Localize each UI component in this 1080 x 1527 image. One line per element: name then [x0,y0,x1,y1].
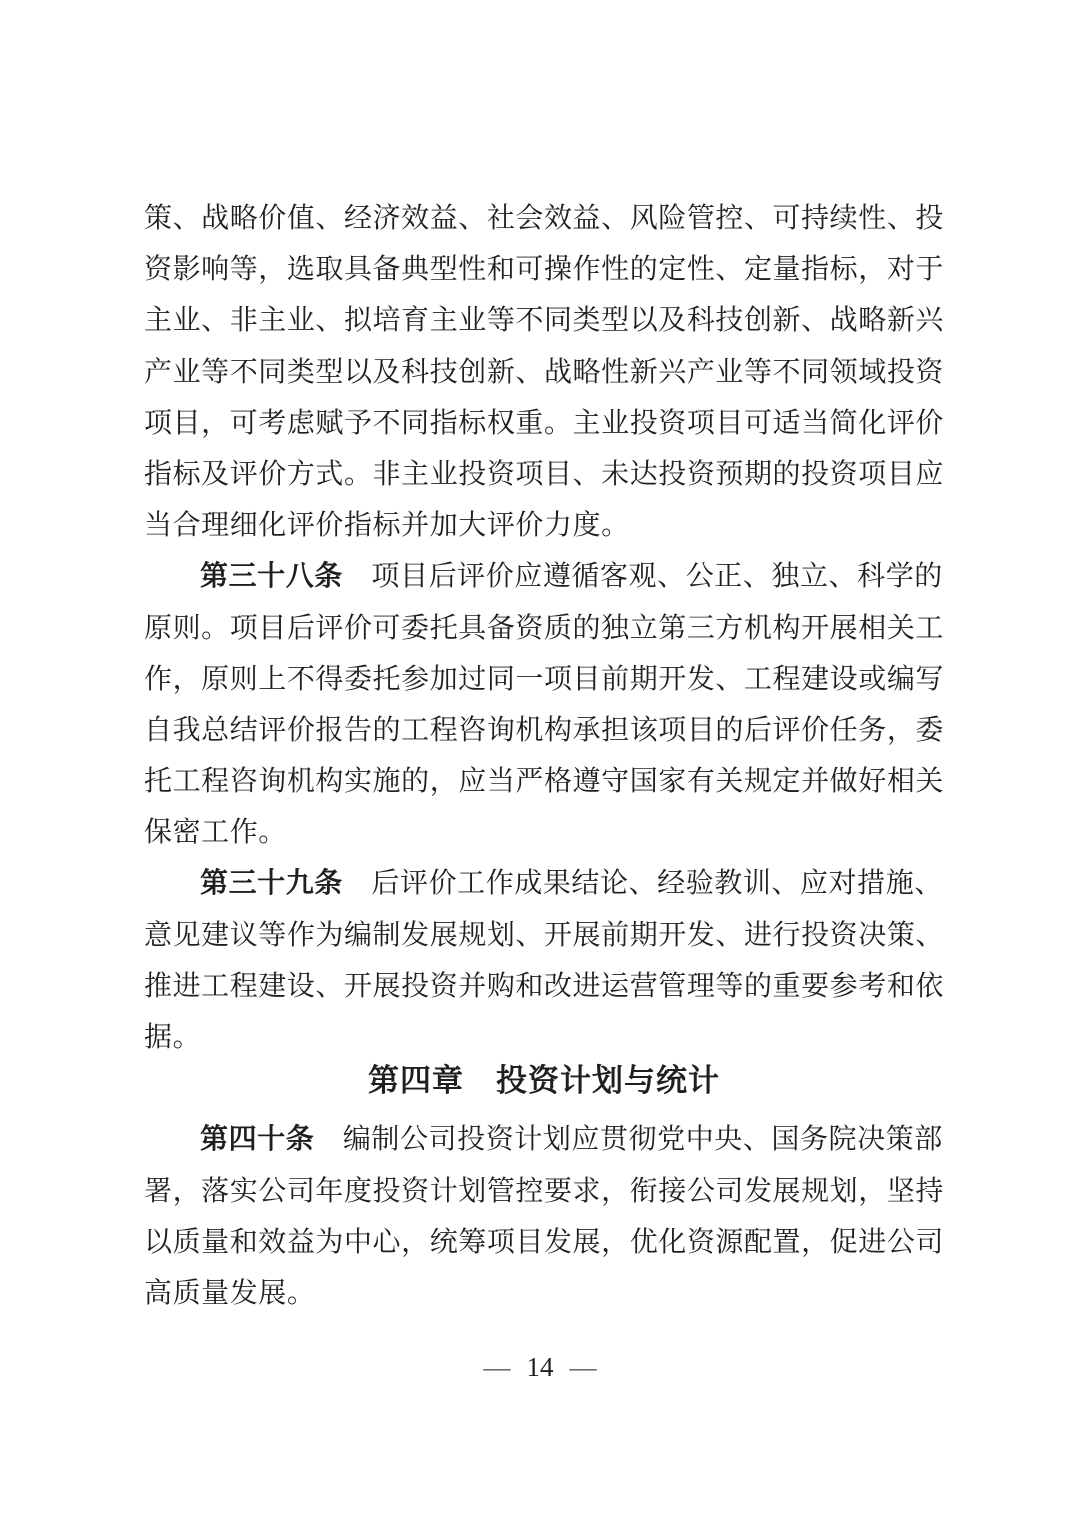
body-text-line: 指标及评价方式。非主业投资项目、未达投资预期的投资项目应 [144,458,944,490]
article-line [144,551,944,602]
article-number: 第四十条 [200,1124,315,1156]
page-footer [0,1352,1080,1382]
body-text-line: 据。 [144,1022,202,1053]
body-text-line: 托工程咨询机构实施的，应当严格遵守国家有关规定并做好相关 [144,766,944,798]
document-text-block [144,193,944,1319]
page-number: 14 [526,1352,554,1382]
chapter-number: 第四章 [368,1063,464,1099]
body-text-line: 资影响等，选取具备典型性和可操作性的定性、定量指标，对于 [144,254,944,286]
article-number: 第三十九条 [200,868,343,900]
body-text-line: 项目，可考虑赋予不同指标权重。主业投资项目可适当简化评价 [144,407,944,439]
chapter-heading [144,1055,944,1106]
article-line [144,858,944,909]
body-text-line: 保密工作。 [144,817,287,849]
article-text: 项目后评价应遵循客观、公正、独立、科学的 [342,561,943,593]
article-text: 编制公司投资计划应贯彻党中央、国务院决策部 [314,1124,943,1156]
body-text-line: 当合理细化评价指标并加大评价力度。 [144,510,630,542]
chapter-title: 投资计划与统计 [464,1063,720,1099]
body-text-line: 原则。项目后评价可委托具备资质的独立第三方机构开展相关工 [144,612,944,644]
body-text-line: 策、战略价值、经济效益、社会效益、风险管控、可持续性、投 [144,203,944,234]
body-text-line: 产业等不同类型以及科技创新、战略性新兴产业等不同领域投资 [144,356,944,388]
body-text-line: 作，原则上不得委托参加过同一项目前期开发、工程建设或编写 [144,663,944,695]
footer-left-dash: — [483,1352,511,1382]
article-number: 第三十八条 [200,561,343,593]
article-text: 后评价工作成果结论、经验教训、应对措施、 [342,868,943,900]
body-text-line: 自我总结评价报告的工程咨询机构承担该项目的后评价任务，委 [144,714,944,746]
footer-right-dash: — [569,1352,597,1382]
body-text-line: 以质量和效益为中心，统筹项目发展，优化资源配置，促进公司 [144,1226,944,1258]
body-text-line: 署，落实公司年度投资计划管控要求，衔接公司发展规划，坚持 [144,1175,944,1207]
body-text-line: 高质量发展。 [144,1277,316,1309]
body-text-line: 主业、非主业、拟培育主业等不同类型以及科技创新、战略新兴 [144,305,944,337]
article-line [144,1114,944,1165]
body-text-line: 推进工程建设、开展投资并购和改进运营管理等的重要参考和依 [144,970,944,1002]
body-text-line: 意见建议等作为编制发展规划、开展前期开发、进行投资决策、 [144,919,944,951]
